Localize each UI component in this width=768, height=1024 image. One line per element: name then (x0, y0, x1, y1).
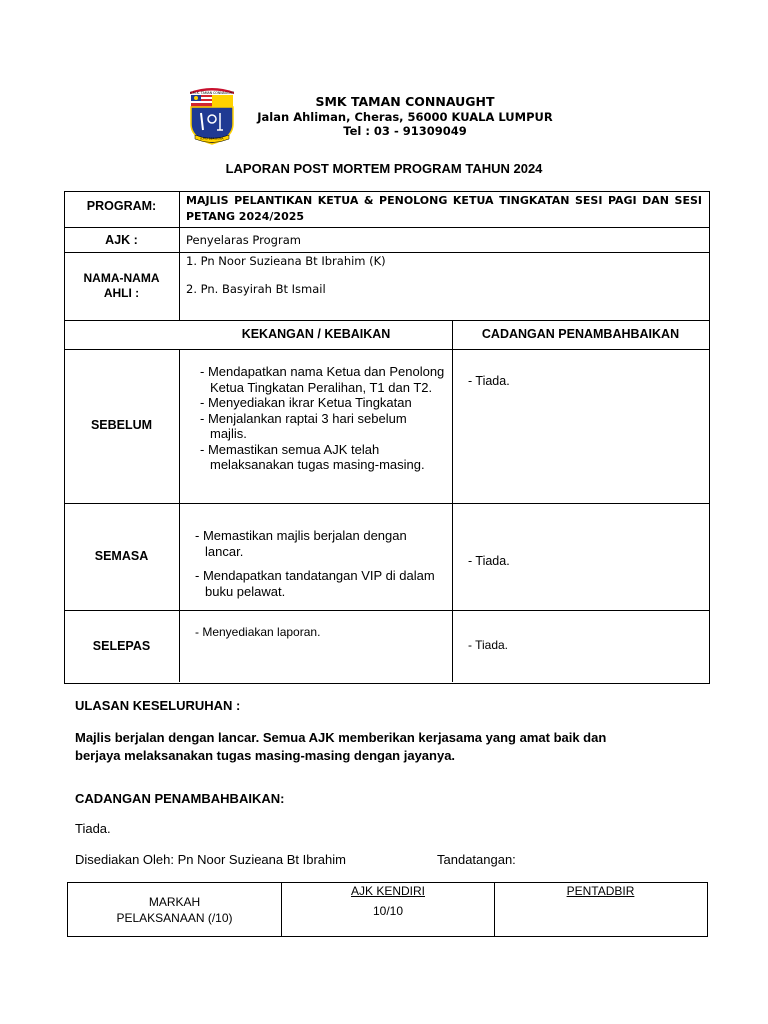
column-header-issues: KEKANGAN / KEBAIKAN (241, 327, 391, 341)
list-item: - Menyediakan ikrar Ketua Tingkatan (200, 395, 412, 410)
row-label-semasa: SEMASA (94, 549, 149, 563)
self-assessment-score: 10/10 (372, 904, 404, 918)
column-divider (179, 191, 180, 320)
column-header-suggestions: CADANGAN PENAMBAHBAIKAN (481, 327, 680, 341)
semasa-items (195, 528, 445, 599)
summary-text (75, 729, 606, 765)
column-divider (179, 349, 180, 682)
suggestion-text: Tiada. (75, 821, 111, 836)
sebelum-items (200, 364, 446, 473)
list-item: - Memastikan semua AJK telah melaksanakan tugas masing-masing. (200, 441, 425, 472)
column-divider (452, 320, 453, 682)
self-assessment-header: AJK KENDIRI (350, 884, 425, 898)
members-label (64, 271, 179, 301)
row-divider (64, 610, 709, 611)
svg-text:S.M.K. TAMAN CONNAUGHT: S.M.K. TAMAN CONNAUGHT (190, 91, 234, 95)
list-item: - Menyediakan laporan. (195, 625, 321, 639)
ajk-value: Penyelaras Program (186, 233, 301, 247)
summary-text-line2: berjaya melaksanakan tugas masing-masing dengan jayanya. (75, 748, 456, 763)
school-name: SMK TAMAN CONNAUGHT (315, 94, 495, 109)
svg-text:ILMU BERGUNA: ILMU BERGUNA (200, 136, 224, 141)
members-label-line1: NAMA-NAMA (83, 271, 160, 285)
school-address: Jalan Ahliman, Cheras, 56000 KUALA LUMPUR (257, 110, 553, 124)
program-name-line1: MAJLIS PELANTIKAN KETUA & PENOLONG KETUA TINGKATAN SESI PAGI DAN SESI (186, 194, 702, 207)
prepared-by: Disediakan Oleh: Pn Noor Suzieana Bt Ibrahim (75, 852, 346, 867)
row-divider (64, 252, 709, 253)
school-telephone: Tel : 03 - 91309049 (343, 124, 467, 138)
program-label: PROGRAM: (86, 199, 157, 213)
row-divider (64, 320, 709, 321)
ajk-label: AJK : (105, 233, 138, 247)
member-1: 1. Pn Noor Suzieana Bt Ibrahim (K) (186, 254, 386, 268)
semasa-suggestion: - Tiada. (468, 554, 510, 568)
admin-header: PENTADBIR (566, 884, 635, 898)
score-label (68, 894, 281, 926)
member-2: 2. Pn. Basyirah Bt Ismail (186, 282, 326, 296)
list-item: - Mendapatkan tandatangan VIP di dalam buku pelawat. (195, 568, 435, 599)
summary-heading: ULASAN KESELURUHAN : (75, 698, 241, 713)
summary-text-line1: Majlis berjalan dengan lancar. Semua AJK memberikan kerjasama yang amat baik dan (75, 730, 607, 745)
list-item: - Menjalankan raptai 3 hari sebelum majlis. (200, 410, 407, 441)
row-label-selepas: SELEPAS (92, 639, 151, 653)
row-divider (64, 227, 709, 228)
row-divider (64, 349, 709, 350)
selepas-items (195, 625, 445, 641)
score-label-line1: MARKAH (148, 895, 201, 909)
suggestion-heading: CADANGAN PENAMBAHBAIKAN: (75, 791, 285, 806)
row-divider (64, 503, 709, 504)
score-label-line2: PELAKSANAAN (/10) (116, 911, 233, 925)
program-name-line2: PETANG 2024/2025 (186, 210, 305, 223)
signature-label: Tandatangan: (437, 852, 516, 867)
report-title: LAPORAN POST MORTEM PROGRAM TAHUN 2024 (225, 161, 543, 176)
list-item: - Mendapatkan nama Ketua dan Penolong Ketua Tingkatan Peralihan, T1 dan T2. (200, 364, 445, 395)
program-name (186, 193, 702, 225)
row-label-sebelum: SEBELUM (90, 418, 153, 432)
members-label-line2: AHLI : (103, 286, 140, 300)
selepas-suggestion: - Tiada. (468, 638, 509, 652)
sebelum-suggestion: - Tiada. (468, 374, 510, 388)
list-item: - Memastikan majlis berjalan dengan lancar. (195, 528, 407, 559)
